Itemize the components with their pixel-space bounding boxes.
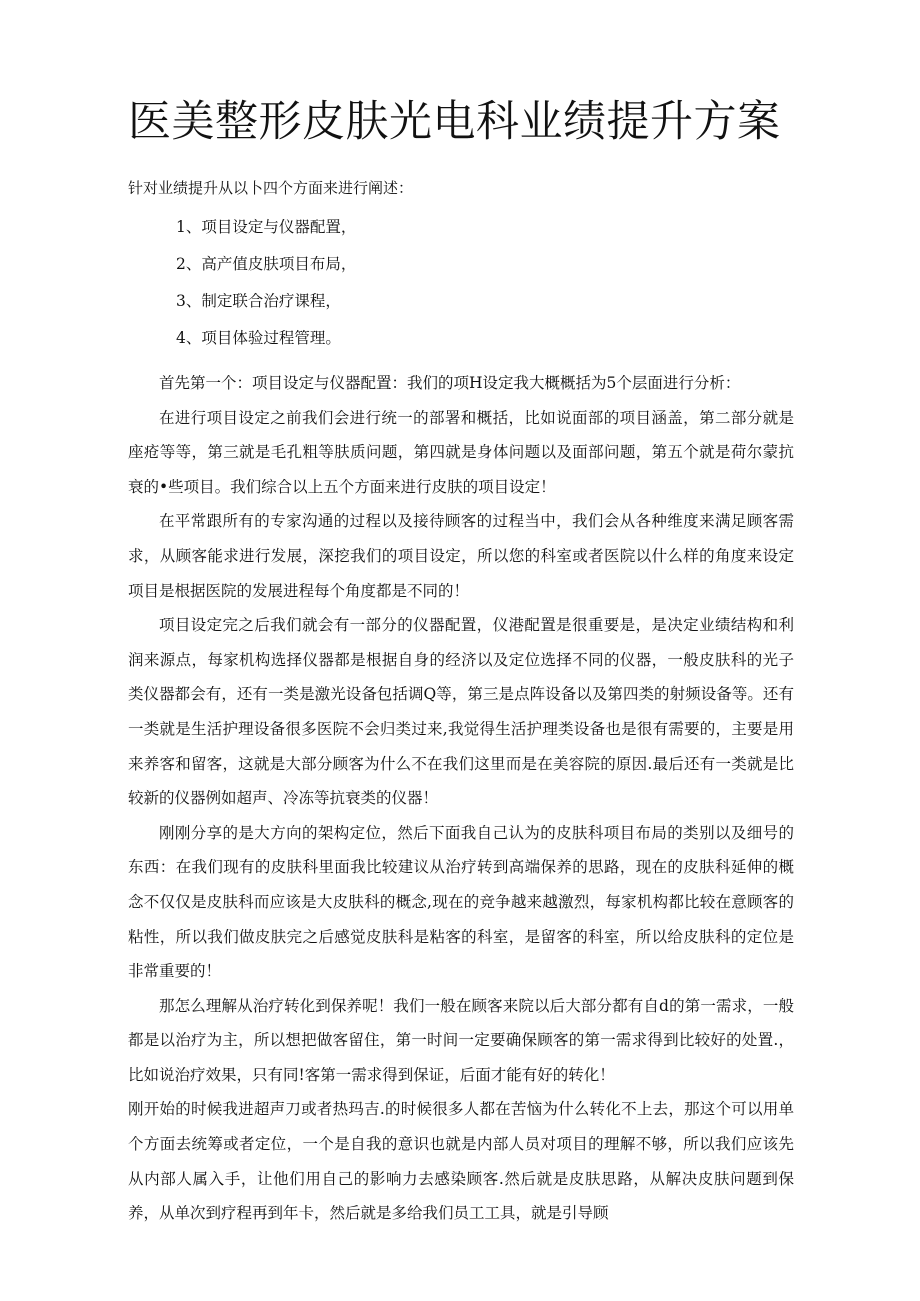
- paragraph-equipment-config: 项目设定完之后我们就会有一部分的仪器配置，仪港配置是很重要是，是决定业绩结构和利润来源点，每家机构选择仪器都是根据自身的经济以及定位选择不同的仪器，一般皮肤科的光子类仪器都会有，还有一类是激光设备包括调Q等，第三是点阵设备以及第四类的射频设备等。还有一类就是生活护理设备很多医院不会归类过来,我觉得生活护理类设备也是很有需要的，主要是用来养客和留客，这就是大部分顾客为什么不在我们这里而是在美容院的原因.最后还有一类就是比较新的仪器例如超声、冷冻等抗衰类的仪器！: [128, 616, 794, 808]
- paragraph-customer-needs: 在平常跟所有的专家沟通的过程以及接待顾客的过程当中，我们会从各种维度来满足顾客需求，从顾客能求进行发展，深挖我们的项目设定，所以您的科室或者医院以什么样的角度来设定项目是根据医院的发展进程每个角度都是不同的！: [128, 512, 794, 600]
- intro-line: 针对业绩提升从以卜四个方面来进行阐述：: [128, 179, 414, 197]
- outline-item: 2、高产值皮肤项目布局，: [176, 255, 357, 273]
- paragraph-treatment-to-care: 那怎么理解从治疗转化到保养呢！我们一般在顾客来院以后大部分都有自d的第一需求，一般都是以治疗为主，所以想把做客留住，第一时间一定要确保顾客的第一需求得到比较好的处置.，比如说治疗效果，只有同!客第一需求得到保证，后面才能有好的转化！: [128, 996, 794, 1084]
- outline-item: 3、制定联合治疗课程，: [176, 292, 341, 310]
- paragraph-skin-layout: 刚刚分享的是大方向的架构定位，然后下面我自己认为的皮肤科项目布局的类别以及细号的东西：在我们现有的皮肤科里面我比较建议从治疗转到高端保养的思路，现在的皮肤科延伸的概念不仅仅是皮肤科而应该是大皮肤科的概念,现在的竞争越来越激烈，每家机构都比较在意顾客的粘性，所以我们做皮肤完之后感觉皮肤科是粘客的科室，是留客的科室，所以给皮肤科的定位是非常重要的！: [128, 823, 794, 981]
- outline-list: [176, 216, 356, 364]
- paragraph-section-one-heading: 首先第一个：项目设定与仪器配置：我们的项H设定我大概概括为5个层面进行分析：: [159, 374, 741, 392]
- document-title: 医美整形皮肤光电科业绩提升方案: [128, 97, 781, 147]
- paragraph-conversion: 刚开始的时候我进超声刀或者热玛吉.的时候很多人都在苦恼为什么转化不上去，那这个可以用单个方面去统筹或者定位，一个是自我的意识也就是内部人员对项目的理解不够，所以我们应该先从内部人属入手，让他们用自己的影响力去感染顾客.然后就是皮肤思路，从解决皮肤问题到保养，从单次到疗程再到年卡，然后就是多给我们员工工具，就是引导顾: [128, 1100, 794, 1223]
- paragraph-project-setup: 在进行项目设定之前我们会进行统一的部署和概括，比如说面部的项目涵盖，第二部分就是座疮等等，第三就是毛孔粗等肤质问题，第四就是身体问题以及面部问题，第五个就是荷尔蒙抗衰的•些项目。我们综合以上五个方面来进行皮肤的项目设定！: [128, 408, 794, 496]
- outline-item: 1、项目设定与仪器配置，: [176, 218, 357, 236]
- outline-item: 4、项目体验过程管理。: [176, 329, 341, 347]
- body-text: [128, 366, 794, 1231]
